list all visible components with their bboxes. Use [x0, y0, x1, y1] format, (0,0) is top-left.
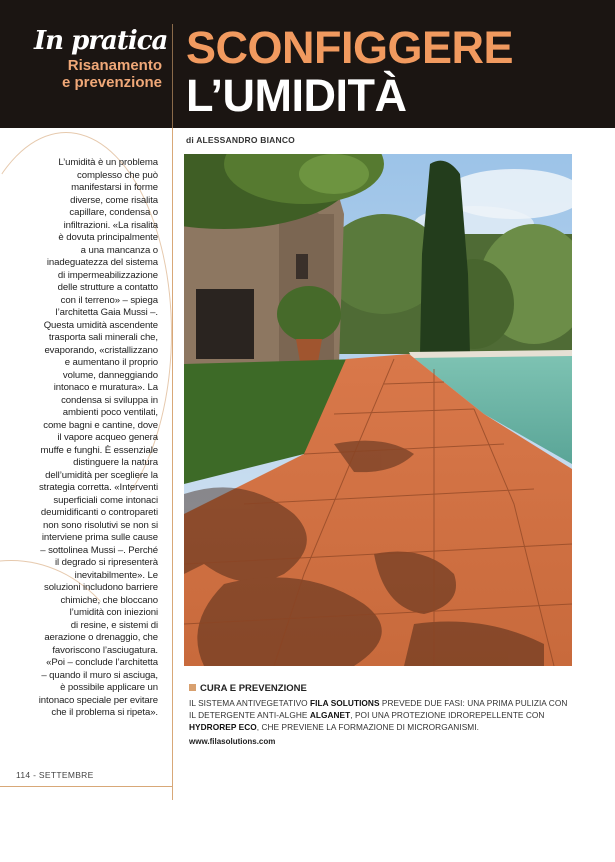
body-line: intonaco e muratura». La — [53, 382, 158, 393]
body-line: delle strutture a contatto — [57, 282, 158, 293]
article-photo — [184, 154, 572, 666]
body-line: complesso che può — [77, 169, 158, 181]
body-line: come bagni e cantine, dove — [43, 419, 158, 431]
byline: di ALESSANDRO BIANCO — [186, 135, 295, 145]
body-line: chimiche, che bloccano — [60, 594, 158, 606]
body-line: favoriscono l’asciugatura. — [52, 644, 158, 656]
section-subtitle — [20, 57, 162, 91]
body-line: – sottolinea Mussi –. Perché — [40, 544, 158, 556]
caption-square-icon — [189, 684, 196, 691]
body-line: L’umidità è un problema — [58, 157, 158, 168]
body-line: strategia corretta. «Interventi — [38, 482, 158, 493]
body-line: superficiali come intonaci — [53, 494, 158, 506]
body-line: e aumentano il proprio — [64, 357, 158, 368]
body-line: l’architetta Gaia Mussi –. — [55, 307, 158, 318]
caption-url-link[interactable]: www.filasolutions.com — [189, 737, 276, 746]
body-line: diverse, come risalita — [70, 194, 158, 206]
caption-body — [189, 697, 569, 733]
headline-line-2: L’UMIDITÀ — [186, 70, 407, 121]
body-line: infiltrazioni. «La risalita — [63, 219, 158, 231]
body-line: è possibile applicare un — [60, 682, 158, 693]
body-line: di resine, e sistemi di — [70, 619, 158, 631]
section-subtitle-line-2: e prevenzione — [61, 74, 162, 91]
body-line: inevitabilmente». Le — [74, 569, 158, 581]
caption-product: ALGANET — [309, 710, 351, 720]
headline-line-1: SCONFIGGERE — [186, 22, 514, 73]
caption-product: HYDROREP ECO — [189, 722, 257, 732]
section-subtitle-line-1: Risanamento — [67, 57, 162, 74]
page-footer — [16, 770, 94, 780]
body-line: il vapore acqueo genera — [57, 432, 158, 443]
body-line: inadeguatezza del sistema — [46, 257, 158, 268]
body-line: interviene prima sulle cause — [41, 532, 158, 543]
column-divider — [172, 128, 173, 800]
body-line: ambienti poco ventilati, — [62, 407, 158, 418]
caption-text: , POI UNA PROTEZIONE IDROREPELLENTE CON — [350, 710, 545, 720]
section-title: In pratica — [34, 26, 168, 56]
footer-month: SETTEMBRE — [38, 770, 94, 780]
body-line: evaporando, «cristallizzano — [44, 344, 158, 356]
caption-brand: FILA SOLUTIONS — [310, 698, 380, 708]
body-line: manifestarsi in forme — [71, 182, 158, 193]
caption-text: PREVEDE DUE FASI: UNA PRIMA PULIZIA CON IL DETERGENTE ANTI-ALGHE — [189, 698, 568, 720]
body-line: capillare, condensa o — [69, 207, 158, 218]
body-line: il degrado si ripresenterà — [55, 557, 158, 568]
caption-text: IL SISTEMA ANTIVEGETATIVO — [189, 698, 311, 708]
caption-text: , CHE PREVIENE LA FORMAZIONE DI MICRORGANISMI. — [256, 722, 479, 732]
body-line: dell’umidità per scegliere la — [45, 469, 158, 481]
body-line: aerazione o drenaggio, che — [44, 632, 158, 643]
body-line: Questa umidità ascendente — [43, 319, 158, 331]
body-line: con il terreno» – spiega — [60, 294, 158, 306]
header-divider — [172, 24, 173, 128]
footer-separator: - — [30, 770, 39, 780]
body-line: condensa si sviluppa in — [61, 394, 158, 406]
caption-heading — [189, 683, 307, 694]
body-line: «Poi – conclude l’architetta — [46, 657, 158, 668]
caption-heading-text: CURA E PREVENZIONE — [200, 683, 307, 694]
body-line: muffe e funghi. È essenziale — [40, 444, 158, 456]
body-line: deumidificanti o contropareti — [40, 507, 158, 518]
body-line: l’umidità con iniezioni — [69, 607, 158, 618]
body-line: che il problema si ripeta». — [51, 707, 158, 718]
body-line: distinguere la natura — [73, 457, 158, 468]
page-number: 114 — [16, 770, 31, 780]
body-line: soluzioni includono barriere — [44, 582, 158, 593]
body-line: volume, danneggiando — [62, 369, 158, 381]
article-body — [10, 157, 158, 720]
body-line: non sono risolutivi se non si — [43, 519, 158, 531]
body-line: – quando il muro si asciuga, — [41, 669, 158, 681]
body-line: è dovuta principalmente — [58, 232, 158, 243]
body-line: a una mancanza o — [80, 244, 158, 256]
body-line: trasporta sali minerali che, — [48, 332, 158, 343]
footer-rule — [0, 786, 172, 787]
header-band — [0, 0, 615, 128]
body-line: intonaco speciale per evitare — [38, 694, 158, 706]
body-line: di impermeabilizzazione — [57, 269, 158, 281]
